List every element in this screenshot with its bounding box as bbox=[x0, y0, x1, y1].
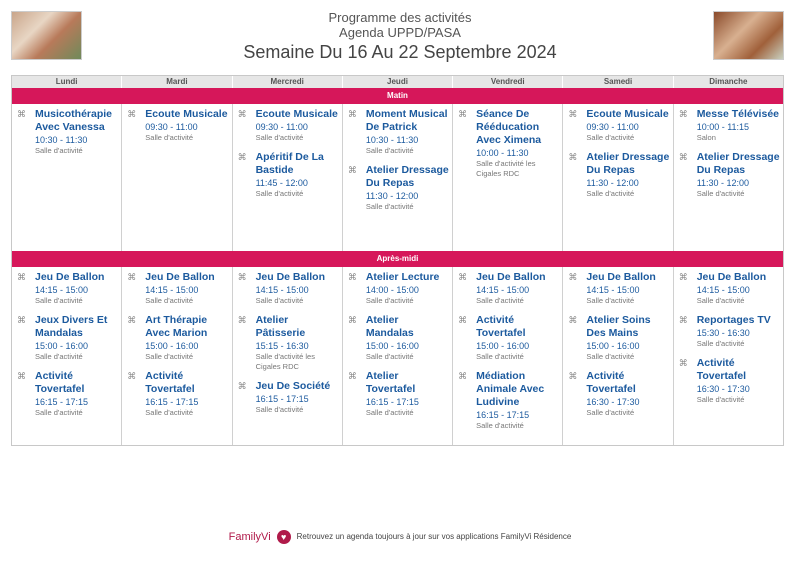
activity-icon: ⌘ bbox=[347, 272, 357, 282]
day-cell bbox=[343, 267, 453, 445]
activity-icon: ⌘ bbox=[678, 152, 688, 162]
activity-time: 15:00 - 16:00 bbox=[35, 341, 89, 351]
activity-title: Atelier Soins Des Mains bbox=[586, 314, 651, 339]
activity-item[interactable] bbox=[458, 370, 559, 431]
activity-time: 16:30 - 17:30 bbox=[696, 384, 750, 394]
activity-title: Activité Tovertafel bbox=[35, 370, 85, 395]
activity-time: 10:30 - 11:30 bbox=[35, 135, 88, 145]
activity-icon: ⌘ bbox=[127, 272, 137, 282]
activity-location: Salle d'activité bbox=[35, 146, 83, 155]
activity-item[interactable] bbox=[679, 271, 780, 306]
activity-location: Salle d'activité bbox=[365, 202, 414, 211]
activity-item[interactable] bbox=[458, 271, 559, 306]
afternoon-row bbox=[12, 267, 783, 445]
morning-band: Matin bbox=[12, 88, 783, 104]
activity-title: Activité Tovertafel bbox=[586, 370, 636, 395]
activity-location: Salle d'activité bbox=[35, 352, 83, 361]
activity-title: Activité Tovertafel bbox=[696, 357, 747, 382]
activity-item[interactable] bbox=[127, 370, 228, 418]
activity-icon: ⌘ bbox=[568, 315, 578, 325]
activity-location: Salle d'activité bbox=[365, 408, 414, 417]
activity-time: 16:30 - 17:30 bbox=[586, 397, 640, 407]
day-cell bbox=[122, 104, 232, 251]
activity-title: Médiation Animale Avec Ludivine bbox=[476, 370, 545, 408]
activity-time: 16:15 - 17:15 bbox=[365, 397, 419, 407]
activity-location: Salle d'activité les Cigales RDC bbox=[255, 352, 315, 371]
footer bbox=[0, 530, 800, 544]
activity-item[interactable] bbox=[127, 314, 228, 362]
day-cell bbox=[453, 104, 563, 251]
activity-icon: ⌘ bbox=[568, 152, 578, 162]
activity-title: Moment Musical De Patrick bbox=[365, 108, 448, 133]
activity-location: Salle d'activité bbox=[255, 405, 304, 414]
page-header bbox=[0, 10, 800, 64]
day-header: Mercredi bbox=[233, 76, 343, 88]
activity-time: 09:30 - 11:00 bbox=[255, 122, 308, 132]
activity-time: 11:30 - 12:00 bbox=[365, 191, 419, 201]
activity-time: 16:15 - 17:15 bbox=[35, 397, 89, 407]
day-header: Dimanche bbox=[709, 77, 748, 86]
page-subtitle: Agenda UPPD/PASA bbox=[339, 25, 461, 40]
activity-icon: ⌘ bbox=[678, 315, 688, 325]
activity-location: Salle d'activité bbox=[145, 352, 193, 361]
day-cell bbox=[453, 267, 563, 445]
day-cell bbox=[563, 104, 673, 251]
activity-title: Atelier Tovertafel bbox=[365, 370, 416, 395]
activity-icon: ⌘ bbox=[237, 109, 247, 119]
activity-location: Salle d'activité bbox=[145, 296, 193, 305]
activity-location: Salle d'activité bbox=[476, 421, 524, 430]
activity-location: Salle d'activité bbox=[145, 133, 193, 142]
activity-item[interactable] bbox=[127, 271, 228, 306]
activity-time: 16:15 - 17:15 bbox=[476, 410, 530, 420]
activity-icon: ⌘ bbox=[127, 315, 137, 325]
activity-icon: ⌘ bbox=[17, 272, 26, 282]
activity-title: Jeu De Société bbox=[255, 380, 331, 392]
schedule-grid bbox=[11, 75, 784, 446]
day-header: Lundi bbox=[12, 76, 122, 88]
activity-location: Salle d'activité bbox=[35, 296, 83, 305]
activity-item[interactable] bbox=[568, 314, 669, 362]
activity-item[interactable] bbox=[568, 271, 669, 306]
activity-title: Jeu De Ballon bbox=[696, 271, 767, 283]
activity-item[interactable] bbox=[238, 314, 339, 372]
activity-location: Salle d'activité bbox=[696, 189, 745, 198]
activity-icon: ⌘ bbox=[347, 371, 357, 381]
page-title: Programme des activités bbox=[328, 10, 472, 25]
activity-title: Atelier Pâtisserie bbox=[255, 314, 306, 339]
activity-time: 14:15 - 15:00 bbox=[696, 285, 750, 295]
activity-location: Salle d'activité bbox=[696, 339, 745, 348]
activity-icon: ⌘ bbox=[237, 315, 247, 325]
activity-time: 10:30 - 11:30 bbox=[365, 135, 419, 145]
activity-icon: ⌘ bbox=[458, 315, 468, 325]
activity-title: Apéritif De La Bastide bbox=[255, 151, 324, 176]
activity-icon: ⌘ bbox=[347, 315, 357, 325]
activity-time: 15:00 - 16:00 bbox=[476, 341, 530, 351]
activity-icon: ⌘ bbox=[237, 152, 247, 162]
activity-title: Jeu De Ballon bbox=[145, 271, 215, 283]
activity-time: 09:30 - 11:00 bbox=[145, 122, 198, 132]
activity-title: Ecoute Musicale bbox=[255, 108, 338, 120]
activity-time: 14:15 - 15:00 bbox=[145, 285, 199, 295]
activity-item[interactable] bbox=[679, 108, 780, 143]
activity-item[interactable] bbox=[679, 314, 780, 349]
activity-time: 15:00 - 16:00 bbox=[145, 341, 199, 351]
week-title: Semaine Du 16 Au 22 Septembre 2024 bbox=[243, 42, 557, 62]
activity-title: Jeu De Ballon bbox=[476, 271, 546, 283]
activity-item[interactable] bbox=[17, 370, 118, 418]
activity-icon: ⌘ bbox=[678, 358, 688, 368]
activity-title: Jeu De Ballon bbox=[255, 271, 325, 283]
activity-time: 14:00 - 15:00 bbox=[365, 285, 419, 295]
day-cell bbox=[12, 267, 122, 445]
activity-item[interactable] bbox=[348, 314, 449, 362]
activity-title: Atelier Lecture bbox=[365, 271, 440, 283]
activity-icon: ⌘ bbox=[237, 381, 247, 391]
activity-title: Atelier Dressage Du Repas bbox=[696, 151, 780, 176]
activity-time: 15:00 - 16:00 bbox=[586, 341, 640, 351]
activity-location: Salle d'activité bbox=[255, 189, 304, 198]
morning-row bbox=[12, 104, 783, 251]
activity-location: Salle d'activité bbox=[35, 408, 83, 417]
activity-icon: ⌘ bbox=[458, 371, 468, 381]
activity-icon: ⌘ bbox=[678, 109, 688, 119]
activity-item[interactable] bbox=[17, 314, 118, 362]
activity-title: Atelier Mandalas bbox=[365, 314, 414, 339]
activity-time: 11:30 - 12:00 bbox=[586, 178, 639, 188]
day-cell bbox=[674, 267, 783, 445]
activity-item[interactable] bbox=[568, 108, 669, 143]
activity-location: Salle d'activité bbox=[365, 146, 414, 155]
activity-time: 11:45 - 12:00 bbox=[255, 178, 308, 188]
day-cell bbox=[674, 104, 783, 251]
activity-item[interactable] bbox=[458, 108, 559, 179]
activity-item[interactable] bbox=[458, 314, 559, 362]
activity-title: Ecoute Musicale bbox=[586, 108, 669, 120]
activity-item[interactable] bbox=[348, 271, 449, 306]
activity-title: Activité Tovertafel bbox=[145, 370, 195, 395]
activity-icon: ⌘ bbox=[17, 109, 26, 119]
activity-location: Salle d'activité bbox=[586, 296, 635, 305]
activity-time: 10:00 - 11:15 bbox=[696, 122, 750, 132]
activity-title: Jeu De Ballon bbox=[35, 271, 105, 283]
day-header: Samedi bbox=[563, 76, 673, 88]
activity-item[interactable] bbox=[238, 380, 339, 415]
activity-location: Salle d'activité bbox=[586, 189, 635, 198]
familyvi-logo-icon: ♥ bbox=[277, 530, 291, 544]
familyvi-logo: FamilyVi bbox=[228, 531, 271, 543]
activity-time: 16:15 - 17:15 bbox=[255, 394, 309, 404]
activity-time: 09:30 - 11:00 bbox=[586, 122, 639, 132]
activity-location: Salle d'activité bbox=[586, 408, 635, 417]
day-cell bbox=[563, 267, 673, 445]
activity-time: 14:15 - 15:00 bbox=[476, 285, 530, 295]
activity-icon: ⌘ bbox=[458, 272, 468, 282]
activity-title: Atelier Dressage Du Repas bbox=[365, 164, 449, 189]
day-cell bbox=[12, 104, 122, 251]
activity-item[interactable] bbox=[17, 108, 118, 156]
activity-location: Salle d'activité bbox=[696, 395, 745, 404]
activity-title: Activité Tovertafel bbox=[476, 314, 526, 339]
activity-time: 10:00 - 11:30 bbox=[476, 148, 529, 158]
activity-location: Salle d'activité bbox=[586, 133, 635, 142]
day-header: Mardi bbox=[122, 76, 232, 88]
activity-title: Art Thérapie Avec Marion bbox=[145, 314, 208, 339]
day-cell bbox=[233, 267, 343, 445]
activity-title: Reportages TV bbox=[696, 314, 771, 326]
activity-time: 16:15 - 17:15 bbox=[145, 397, 199, 407]
activity-title: Musicothérapie Avec Vanessa bbox=[35, 108, 113, 133]
activity-icon: ⌘ bbox=[678, 272, 688, 282]
day-cell bbox=[122, 267, 232, 445]
afternoon-band: Après-midi bbox=[12, 251, 783, 267]
activity-title: Jeu De Ballon bbox=[586, 271, 656, 283]
activity-title: Messe Télévisée bbox=[696, 108, 779, 120]
footer-text: Retrouvez un agenda toujours à jour sur vos applications FamilyVi Résidence bbox=[296, 532, 572, 542]
activity-title: Atelier Dressage Du Repas bbox=[586, 151, 670, 176]
activity-title: Ecoute Musicale bbox=[145, 108, 228, 120]
activity-icon: ⌘ bbox=[127, 371, 137, 381]
activity-time: 14:15 - 15:00 bbox=[255, 285, 309, 295]
activity-time: 14:15 - 15:00 bbox=[586, 285, 640, 295]
activity-item[interactable] bbox=[238, 108, 339, 143]
activity-icon: ⌘ bbox=[568, 272, 578, 282]
activity-item[interactable] bbox=[17, 271, 118, 306]
activity-location: Salle d'activité bbox=[696, 296, 745, 305]
activity-location: Salle d'activité bbox=[255, 296, 304, 305]
day-header: Vendredi bbox=[453, 76, 563, 88]
day-header: Jeudi bbox=[343, 76, 453, 88]
activity-item[interactable] bbox=[679, 357, 780, 405]
activity-icon: ⌘ bbox=[17, 315, 26, 325]
activity-item[interactable] bbox=[568, 370, 669, 418]
activity-icon: ⌘ bbox=[458, 109, 468, 119]
activity-item[interactable] bbox=[348, 370, 449, 418]
activity-location: Salle d'activité bbox=[476, 352, 524, 361]
activity-item[interactable] bbox=[238, 271, 339, 306]
activity-item[interactable] bbox=[127, 108, 228, 143]
activity-location: Salle d'activité bbox=[365, 352, 414, 361]
activity-location: Salle d'activité bbox=[586, 352, 635, 361]
activity-item[interactable] bbox=[679, 151, 780, 199]
activity-title: Jeux Divers Et Mandalas bbox=[35, 314, 108, 339]
activity-item[interactable] bbox=[348, 164, 449, 212]
activity-location: Salle d'activité bbox=[145, 408, 193, 417]
activity-icon: ⌘ bbox=[17, 371, 26, 381]
day-cell bbox=[233, 104, 343, 251]
activity-item[interactable] bbox=[568, 151, 669, 199]
activity-icon: ⌘ bbox=[568, 109, 578, 119]
activity-time: 15:30 - 16:30 bbox=[696, 328, 750, 338]
activity-location: Salle d'activité bbox=[365, 296, 414, 305]
activity-location: Salle d'activité bbox=[476, 296, 524, 305]
activity-icon: ⌘ bbox=[568, 371, 578, 381]
activity-location: Salle d'activité bbox=[255, 133, 304, 142]
activity-icon: ⌘ bbox=[237, 272, 247, 282]
activity-time: 11:30 - 12:00 bbox=[696, 178, 750, 188]
activity-time: 14:15 - 15:00 bbox=[35, 285, 89, 295]
activity-item[interactable] bbox=[238, 151, 339, 199]
activity-time: 15:15 - 16:30 bbox=[255, 341, 309, 351]
activity-item[interactable] bbox=[348, 108, 449, 156]
activity-location: Salle d'activité les Cigales RDC bbox=[476, 159, 536, 178]
activity-time: 15:00 - 16:00 bbox=[365, 341, 419, 351]
day-header-row bbox=[12, 76, 783, 88]
activity-title: Séance De Rééducation Avec Ximena bbox=[476, 108, 542, 146]
day-cell bbox=[343, 104, 453, 251]
activity-icon: ⌘ bbox=[347, 109, 357, 119]
activity-icon: ⌘ bbox=[347, 165, 357, 175]
activity-icon: ⌘ bbox=[127, 109, 137, 119]
activity-location: Salon bbox=[696, 133, 716, 142]
